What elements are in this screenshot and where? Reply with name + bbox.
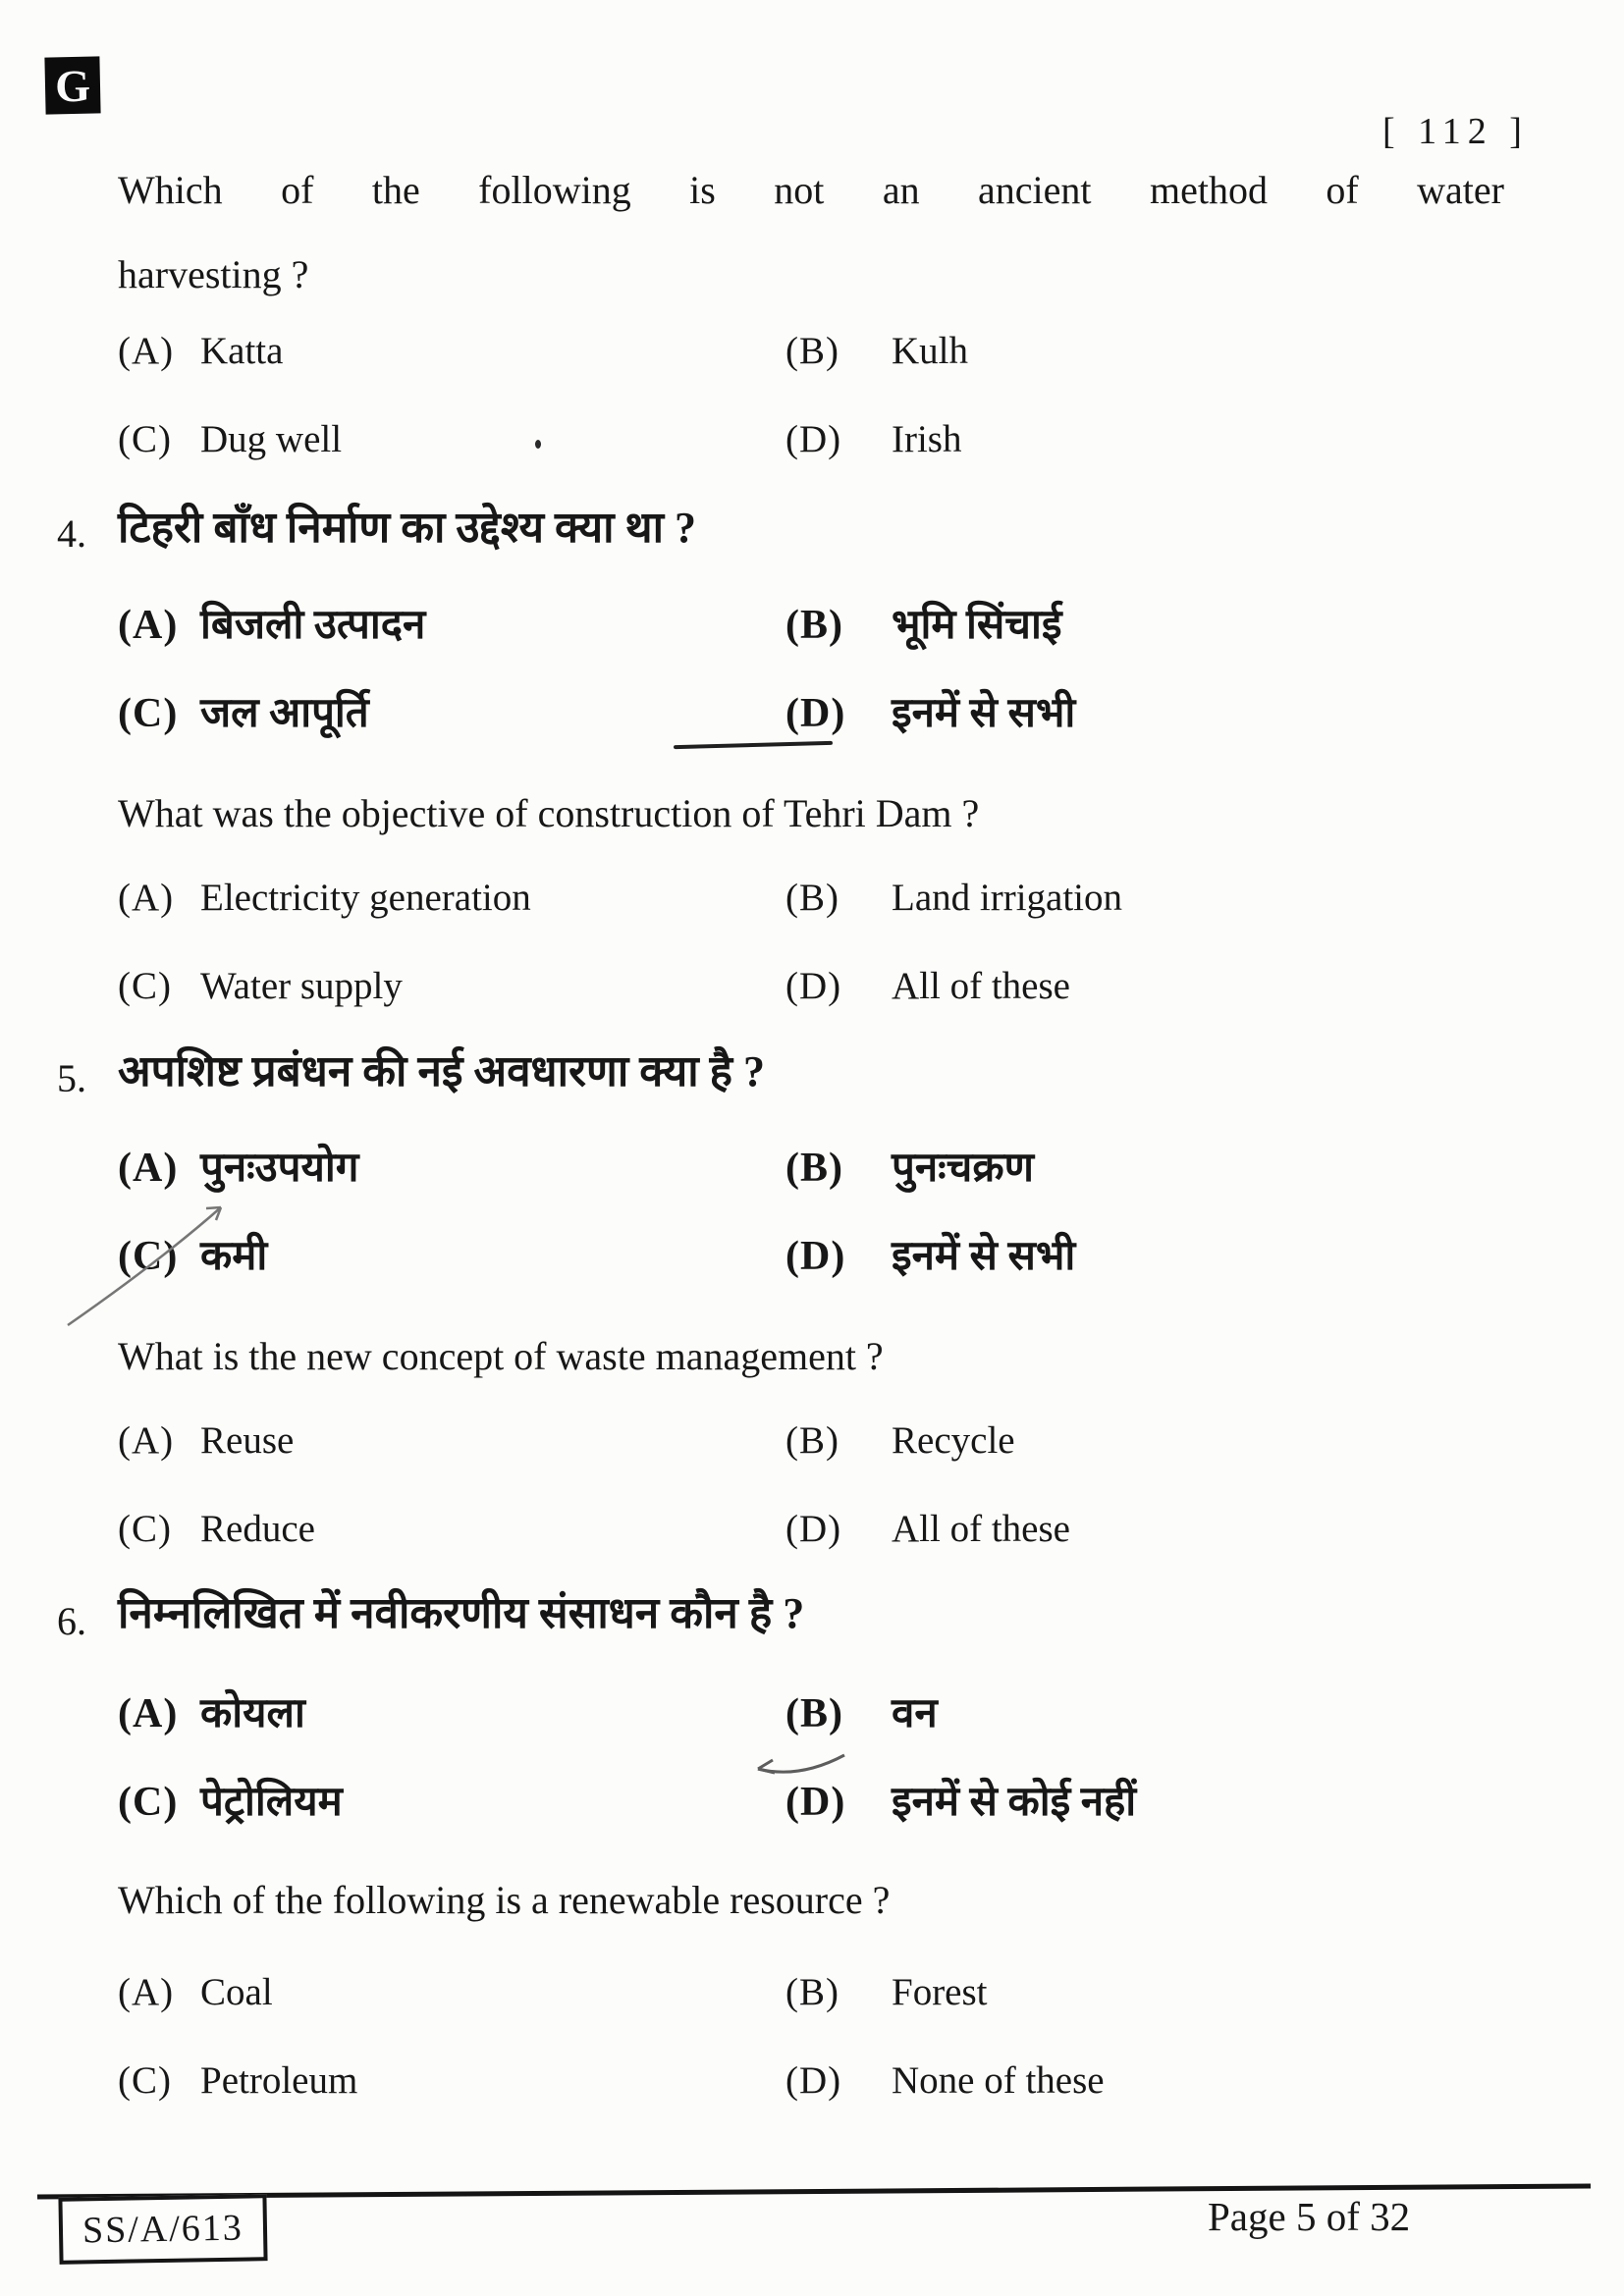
q3-option-a-label: (A) [118, 330, 175, 372]
q6-hi-option-c-text: पेट्रोलियम [200, 1780, 343, 1825]
q6-options-hi [118, 1690, 1136, 1826]
q6-en-option-d-text: None of these [892, 2059, 1105, 2102]
q6-hi-option-d-label: (D) [785, 1780, 846, 1825]
pencil-tick-q6-option-b [746, 1745, 854, 1787]
q5-hi-option-b-label: (B) [785, 1146, 843, 1191]
q6-en-option-b-text: Forest [892, 1971, 988, 2013]
pencil-underline-q4-option-d [674, 741, 833, 749]
q4-hi-option-b-label: (B) [785, 603, 843, 648]
q4-hi-option-d-label: (D) [785, 691, 846, 736]
q4-question-hi: टिहरी बाँध निर्माण का उद्देश्य क्या था ? [118, 504, 697, 552]
q6-en-option-a-label: (A) [118, 1971, 175, 2013]
q6-hi-option-a-label: (A) [118, 1691, 179, 1736]
q4-en-option-c-label: (C) [118, 965, 172, 1007]
q5-hi-option-b-text: पुनःचक्रण [892, 1146, 1034, 1191]
q4-question-en: What was the objective of construction of Tehri Dam ? [118, 791, 980, 835]
q5-question-en: What is the new concept of waste management ? [118, 1334, 884, 1378]
q4-en-option-b-label: (B) [785, 877, 839, 919]
q4-hi-option-d-text: इनमें से सभी [892, 691, 1076, 736]
q4-en-option-b-text: Land irrigation [892, 877, 1123, 919]
q5-en-option-d-text: All of these [892, 1508, 1070, 1550]
q4-en-option-c-text: Water supply [200, 965, 403, 1007]
scan-speck [535, 440, 541, 449]
q5-options-hi [118, 1145, 1075, 1280]
q4-options-hi [118, 602, 1075, 737]
q3-option-b-label: (B) [785, 330, 839, 372]
q5-hi-option-c-text: कमी [200, 1234, 268, 1279]
q5-hi-option-a-label: (A) [118, 1146, 179, 1191]
q4-hi-option-a-text: बिजली उत्पादन [200, 603, 426, 648]
pencil-stroke-q5-option-a [54, 1200, 231, 1337]
q4-hi-option-b-text: भूमि सिंचाई [892, 603, 1062, 648]
q6-options-en [118, 1971, 1105, 2103]
q6-number: 6. [57, 1599, 86, 1643]
paper-code-box: SS/A/613 [58, 2194, 267, 2265]
q6-hi-option-d-text: इनमें से कोई नहीं [892, 1780, 1137, 1825]
q5-hi-option-a-text: पुनःउपयोग [200, 1146, 359, 1191]
q5-question-hi: अपशिष्ट प्रबंधन की नई अवधारणा क्या है ? [118, 1047, 766, 1095]
q5-en-option-b-label: (B) [785, 1419, 839, 1462]
q4-en-option-d-label: (D) [785, 965, 842, 1007]
q3-options-en [118, 330, 968, 461]
q6-en-option-a-text: Coal [200, 1971, 273, 2013]
q5-en-option-a-label: (A) [118, 1419, 175, 1462]
q6-hi-option-b-label: (B) [785, 1691, 843, 1736]
q5-hi-option-c-label: (C) [118, 1234, 179, 1279]
q6-hi-option-c-label: (C) [118, 1780, 179, 1825]
q6-en-option-c-text: Petroleum [200, 2059, 358, 2102]
q3-option-d-text: Irish [892, 418, 962, 460]
q5-en-option-c-label: (C) [118, 1508, 172, 1550]
set-label-badge: G [44, 56, 100, 114]
q5-en-option-c-text: Reduce [200, 1508, 315, 1550]
q4-en-option-d-text: All of these [892, 965, 1070, 1007]
q6-en-option-b-label: (B) [785, 1971, 839, 2013]
q3-option-b-text: Kulh [892, 330, 968, 372]
q4-en-option-a-label: (A) [118, 877, 175, 919]
q5-hi-option-d-text: इनमें से सभी [892, 1234, 1076, 1279]
q4-hi-option-c-label: (C) [118, 691, 179, 736]
q3-option-a-text: Katta [200, 330, 284, 372]
q6-hi-option-a-text: कोयला [200, 1691, 305, 1736]
q4-options-en [118, 877, 1122, 1008]
q6-question-en: Which of the following is a renewable resource ? [118, 1878, 891, 1922]
q3-option-d-label: (D) [785, 418, 842, 460]
q5-en-option-a-text: Reuse [200, 1419, 295, 1462]
q3-question-line2: harvesting ? [118, 252, 309, 296]
q6-hi-option-b-text: वन [892, 1691, 938, 1736]
q6-en-option-c-label: (C) [118, 2059, 172, 2102]
q4-hi-option-c-text: जल आपूर्ति [200, 691, 369, 736]
q3-option-c-text: Dug well [200, 418, 343, 460]
q4-en-option-a-text: Electricity generation [200, 877, 531, 919]
q5-options-en [118, 1419, 1070, 1551]
q4-number: 4. [57, 511, 86, 556]
q5-en-option-b-text: Recycle [892, 1419, 1015, 1462]
q4-hi-option-a-label: (A) [118, 603, 179, 648]
q5-hi-option-d-label: (D) [785, 1234, 846, 1279]
q3-option-c-label: (C) [118, 418, 172, 460]
q3-question-line1: Which of the following is not an ancient method of water [118, 168, 1504, 212]
q6-question-hi: निम्नलिखित में नवीकरणीय संसाधन कौन है ? [118, 1589, 805, 1637]
q5-number: 5. [57, 1056, 86, 1100]
booklet-code: [ 112 ] [1382, 111, 1529, 152]
q6-en-option-d-label: (D) [785, 2059, 842, 2102]
page-number-indicator: Page 5 of 32 [1208, 2194, 1411, 2239]
q5-en-option-d-label: (D) [785, 1508, 842, 1550]
